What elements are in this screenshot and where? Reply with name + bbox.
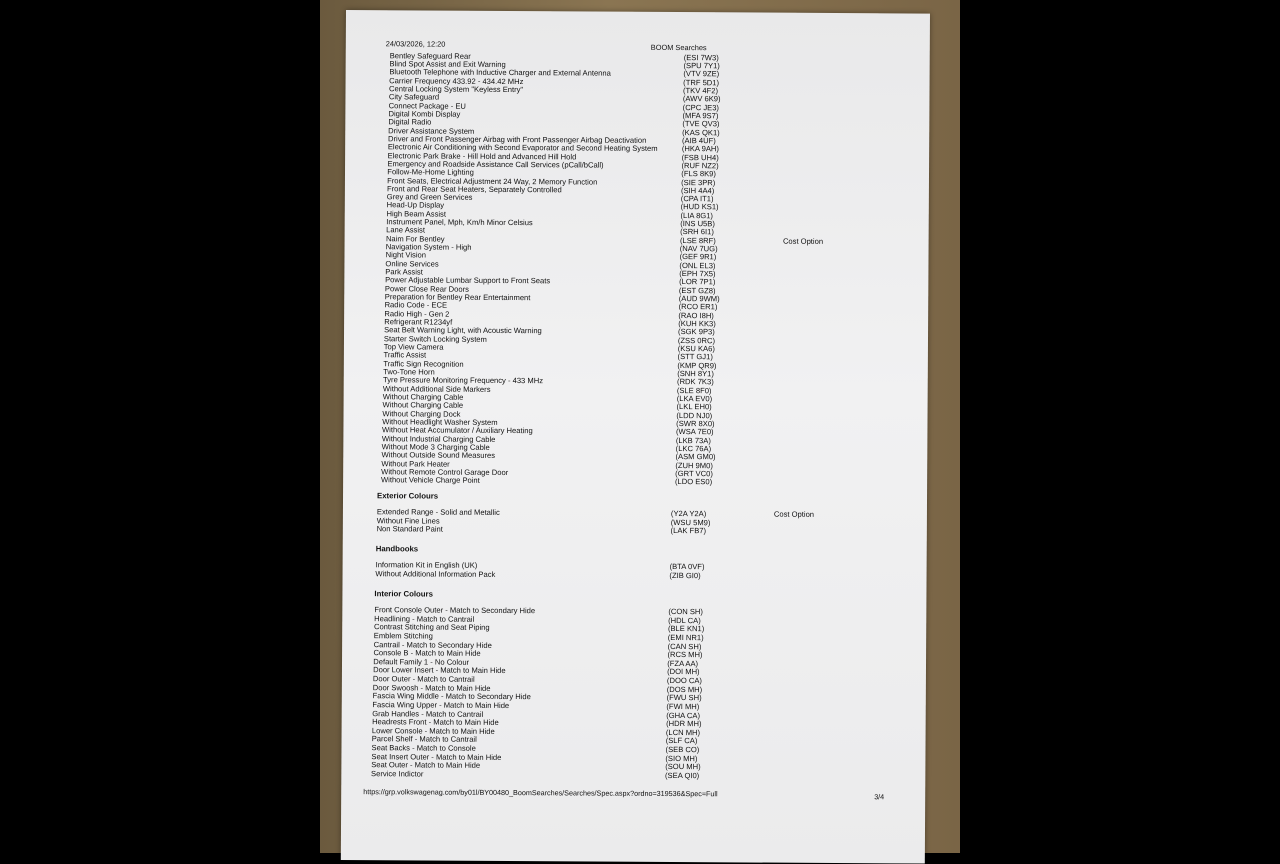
- spec-row: [377, 524, 877, 536]
- option-name: Fascia Wing Upper - Match to Main Hide: [372, 700, 510, 710]
- option-code: (LKC 76A): [675, 444, 712, 454]
- option-name: Instrument Panel, Mph, Km/h Minor Celsius: [386, 217, 533, 228]
- option-code: (CPA IT1): [680, 194, 714, 204]
- option-code: (LSE 8RF): [679, 235, 716, 246]
- option-name: Traffic Sign Recognition: [383, 358, 464, 369]
- option-code: (TVE QV3): [682, 119, 720, 129]
- option-name: Night Vision: [385, 250, 427, 260]
- option-code: (CAN SH): [667, 641, 702, 651]
- option-code: (AUD 9WM): [678, 294, 720, 304]
- option-name: Without Additional Side Markers: [382, 383, 491, 394]
- option-name: Seat Belt Warning Light, with Acoustic Warning: [384, 325, 542, 336]
- option-code: (LDO ES0): [674, 477, 713, 487]
- option-name: Seat Outer - Match to Main Hide: [371, 760, 481, 771]
- option-name: Door Lower Insert - Match to Main Hide: [373, 665, 506, 676]
- option-name: Without Industrial Charging Cable: [381, 433, 496, 444]
- option-name: Non Standard Paint: [376, 524, 443, 534]
- option-code: (SPU 7Y1): [683, 60, 720, 71]
- option-code: (ZSS 0RC): [677, 335, 716, 345]
- option-code: (DOO CA): [666, 675, 702, 686]
- spec-row: [371, 769, 871, 781]
- option-code: (LKA EV0): [676, 394, 713, 404]
- option-code: (INS U5B): [680, 219, 715, 229]
- option-name: Front Console Outer - Match to Secondary Hide: [374, 605, 536, 616]
- option-name: Tyre Pressure Monitoring Frequency - 433 MHz: [383, 375, 544, 386]
- option-code: (BTA 0VF): [669, 561, 705, 572]
- page-number: 3/4: [874, 792, 885, 802]
- option-code: (VTV 9ZE): [683, 69, 720, 79]
- print-title: BOOM Searches: [650, 42, 707, 53]
- option-code: (RUF NZ2): [681, 160, 719, 171]
- option-code: (HUD KS1): [680, 202, 719, 212]
- option-name: Digital Kombi Display: [388, 109, 461, 119]
- option-name: Door Outer - Match to Cantrail: [372, 674, 475, 684]
- option-code: (LCN MH): [665, 727, 701, 737]
- option-name: Bentley Safeguard Rear: [389, 50, 471, 61]
- option-code: (KMP QR9): [677, 360, 717, 370]
- option-name: Without Charging Cable: [382, 400, 464, 411]
- footer-url: https://grp.volkswagenag.com/by01l/BY00480_BoomSearches/Searches/Spec.aspx?ordno=319536&Spec=Full: [363, 787, 718, 799]
- option-name: Without Additional Information Pack: [375, 568, 496, 579]
- print-date: 24/03/2026, 12:20: [385, 39, 446, 49]
- option-code: (ASM GM0): [675, 452, 716, 462]
- option-name: Bluetooth Telephone with Inductive Charger and External Antenna: [389, 67, 611, 78]
- option-name: Parcel Shelf - Match to Cantrail: [371, 734, 477, 745]
- option-name: Front Seats, Electrical Adjustment 24 Way, 2 Memory Function: [387, 175, 598, 187]
- option-name: Radio High - Gen 2: [384, 308, 450, 319]
- option-name: Without Heat Accumulator / Auxiliary Heating: [382, 425, 533, 436]
- option-name: Seat Backs - Match to Console: [371, 743, 476, 753]
- option-code: (KUH KK3): [678, 319, 716, 329]
- option-code: (CPC JE3): [682, 102, 720, 112]
- option-name: Naim For Bentley: [385, 234, 445, 244]
- option-code: (DOS MH): [666, 684, 703, 694]
- option-code: (HDR MH): [666, 719, 702, 729]
- option-name: City Safeguard: [388, 92, 440, 102]
- option-name: Door Swoosh - Match to Main Hide: [372, 682, 491, 693]
- option-name: Information Kit in English (UK): [375, 560, 478, 570]
- option-code: (FSB UH4): [681, 152, 719, 162]
- option-name: Fascia Wing Middle - Match to Secondary Hide: [372, 691, 531, 702]
- option-name: Extended Range - Solid and Metallic: [376, 507, 500, 517]
- option-code: (LKB 73A): [675, 435, 711, 445]
- option-code: (LIA 8G1): [680, 210, 713, 221]
- option-code: (RAO I8H): [678, 310, 714, 320]
- option-code: (MFA 9S7): [682, 110, 719, 121]
- option-name: Electronic Park Brake - Hill Hold and Advanced Hill Hold: [387, 150, 577, 161]
- option-name: Digital Radio: [388, 117, 432, 127]
- option-code: (DOI MH): [667, 667, 700, 677]
- option-code: (BLE KN1): [667, 624, 705, 634]
- option-code: (RDK 7K3): [677, 377, 714, 387]
- spec-row: [381, 476, 881, 488]
- option-code: (SOU MH): [665, 762, 701, 772]
- option-name: Without Mode 3 Charging Cable: [381, 442, 490, 452]
- option-code: (ESI 7W3): [683, 52, 719, 62]
- option-name: Head-Up Display: [386, 200, 445, 210]
- option-name: Cantrail - Match to Secondary Hide: [373, 639, 492, 650]
- option-name: Radio Code - ECE: [384, 300, 448, 311]
- option-name: Headlining - Match to Cantrail: [374, 613, 475, 624]
- option-code: (NAV 7UG): [679, 244, 718, 254]
- option-name: Without Park Heater: [381, 458, 450, 469]
- option-name: Without Remote Control Garage Door: [381, 467, 509, 477]
- option-name: Two-Tone Horn: [383, 367, 435, 377]
- option-name: Driver and Front Passenger Airbag with Front Passenger Airbag Deactivation: [387, 134, 647, 145]
- option-code: (KAS QK1): [682, 127, 720, 137]
- option-code: (TKV 4F2): [683, 85, 719, 96]
- option-name: Grab Handles - Match to Cantrail: [372, 708, 484, 719]
- option-code: (SIO MH): [665, 753, 698, 763]
- option-code: (HDL CA): [668, 615, 701, 625]
- option-code: (SEB CO): [665, 745, 700, 755]
- option-code: (SLE 8F0): [676, 385, 712, 395]
- cost-option-label: Cost Option: [773, 509, 815, 519]
- option-code: (ZIB GI0): [669, 570, 701, 580]
- option-code: (GEF 9R1): [679, 252, 717, 262]
- option-name: Refrigerant R1234yf: [384, 317, 453, 327]
- option-code: (FLS 8K9): [681, 169, 716, 179]
- option-name: Starter Switch Locking System: [383, 333, 487, 344]
- option-name: Preparation for Bentley Rear Entertainment: [384, 292, 531, 303]
- option-code: (GHA CA): [666, 710, 701, 720]
- option-code: (EST GZ8): [678, 285, 716, 295]
- option-code: (SIH 4A4): [680, 185, 715, 196]
- section-heading: Interior Colours: [374, 589, 433, 599]
- section-heading: Exterior Colours: [377, 491, 439, 501]
- option-code: (AIB 4UF): [681, 135, 716, 146]
- option-code: (SEA QI0): [665, 770, 700, 781]
- option-code: (EMI NR1): [667, 632, 704, 643]
- option-code: (ONL EL3): [679, 260, 716, 271]
- option-code: (Y2A Y2A): [670, 508, 707, 519]
- option-code: (WSU 5M9): [670, 517, 711, 527]
- option-name: Connect Package - EU: [388, 100, 466, 111]
- option-code: (STT GJ1): [677, 352, 713, 362]
- option-name: Without Vehicle Charge Point: [380, 475, 480, 486]
- option-code: (LDD NJ0): [676, 410, 713, 420]
- option-code: (FZA AA): [667, 658, 699, 668]
- spec-row: [375, 569, 875, 581]
- option-name: Online Services: [385, 259, 439, 269]
- option-code: (RCO ER1): [678, 302, 718, 312]
- option-code: (SNH 8Y1): [677, 369, 714, 379]
- option-name: Headrests Front - Match to Main Hide: [372, 717, 499, 728]
- option-code: (LKL EH0): [676, 402, 712, 412]
- option-name: Contrast Stitching and Seat Piping: [373, 622, 490, 633]
- printed-page: [341, 10, 930, 864]
- option-code: (SRH 6I1): [680, 227, 714, 237]
- option-code: (CON SH): [668, 606, 703, 617]
- option-name: Emblem Stitching: [373, 631, 433, 641]
- option-name: Console B - Match to Main Hide: [373, 648, 481, 658]
- option-name: Electronic Air Conditioning with Second Evaporator and Second Heating System: [387, 142, 658, 153]
- option-name: Driver Assistance System: [388, 125, 475, 136]
- cost-option-label: Cost Option: [782, 236, 824, 246]
- option-code: (GRT VC0): [675, 469, 713, 479]
- option-code: (FWU SH): [666, 693, 702, 703]
- option-code: (KSU KA6): [677, 344, 715, 354]
- option-name: Grey and Green Services: [386, 192, 473, 202]
- option-name: Without Charging Dock: [382, 408, 461, 419]
- option-name: Without Outside Sound Measures: [381, 450, 496, 461]
- option-name: Without Fine Lines: [376, 515, 440, 526]
- option-code: (RCS MH): [667, 650, 703, 660]
- option-code: (SGK 9P3): [678, 327, 715, 337]
- option-name: High Beam Assist: [386, 209, 447, 219]
- option-name: Central Locking System "Keyless Entry": [389, 84, 524, 94]
- option-name: Blind Spot Assist and Exit Warning: [389, 59, 506, 69]
- option-code: (EPH 7X5): [679, 269, 716, 279]
- option-name: Seat Insert Outer - Match to Main Hide: [371, 751, 502, 762]
- option-code: (AWV 6K9): [682, 94, 721, 104]
- option-name: Without Headlight Washer System: [382, 417, 498, 427]
- option-code: (LOR 7P1): [679, 277, 716, 287]
- option-code: (SLF CA): [665, 736, 698, 746]
- option-code: (SIE 3PR): [681, 177, 716, 187]
- option-name: Carrier Frequency 433.92 - 434.42 MHz: [389, 75, 524, 86]
- option-name: Navigation System - High: [385, 242, 472, 252]
- option-code: (LAK FB7): [670, 526, 707, 536]
- option-code: (ZUH 9M0): [675, 460, 713, 470]
- option-code: (FWI MH): [666, 701, 700, 712]
- option-code: (SWR 8X0): [676, 419, 715, 429]
- option-name: Emergency and Roadside Assistance Call Services (pCall/bCall): [387, 159, 604, 170]
- option-name: Lower Console - Match to Main Hide: [371, 725, 495, 736]
- option-name: Default Family 1 - No Colour: [373, 656, 470, 667]
- option-code: (WSA 7E0): [675, 427, 714, 437]
- option-name: Front and Rear Seat Heaters, Separately Controlled: [386, 184, 562, 195]
- option-code: (HKA 9AH): [681, 144, 719, 154]
- option-name: Top View Camera: [383, 342, 444, 352]
- option-name: Without Charging Cable: [382, 392, 464, 402]
- option-name: Service Indictor: [371, 769, 424, 779]
- option-name: Park Assist: [385, 267, 423, 277]
- option-name: Traffic Assist: [383, 350, 427, 360]
- option-name: Power Adjustable Lumbar Support to Front Seats: [385, 275, 551, 286]
- option-code: (TRF 5D1): [683, 77, 720, 87]
- option-name: Follow-Me-Home Lighting: [387, 167, 474, 177]
- option-name: Lane Assist: [386, 225, 425, 235]
- option-name: Power Close Rear Doors: [384, 283, 469, 294]
- section-heading: Handbooks: [375, 544, 419, 554]
